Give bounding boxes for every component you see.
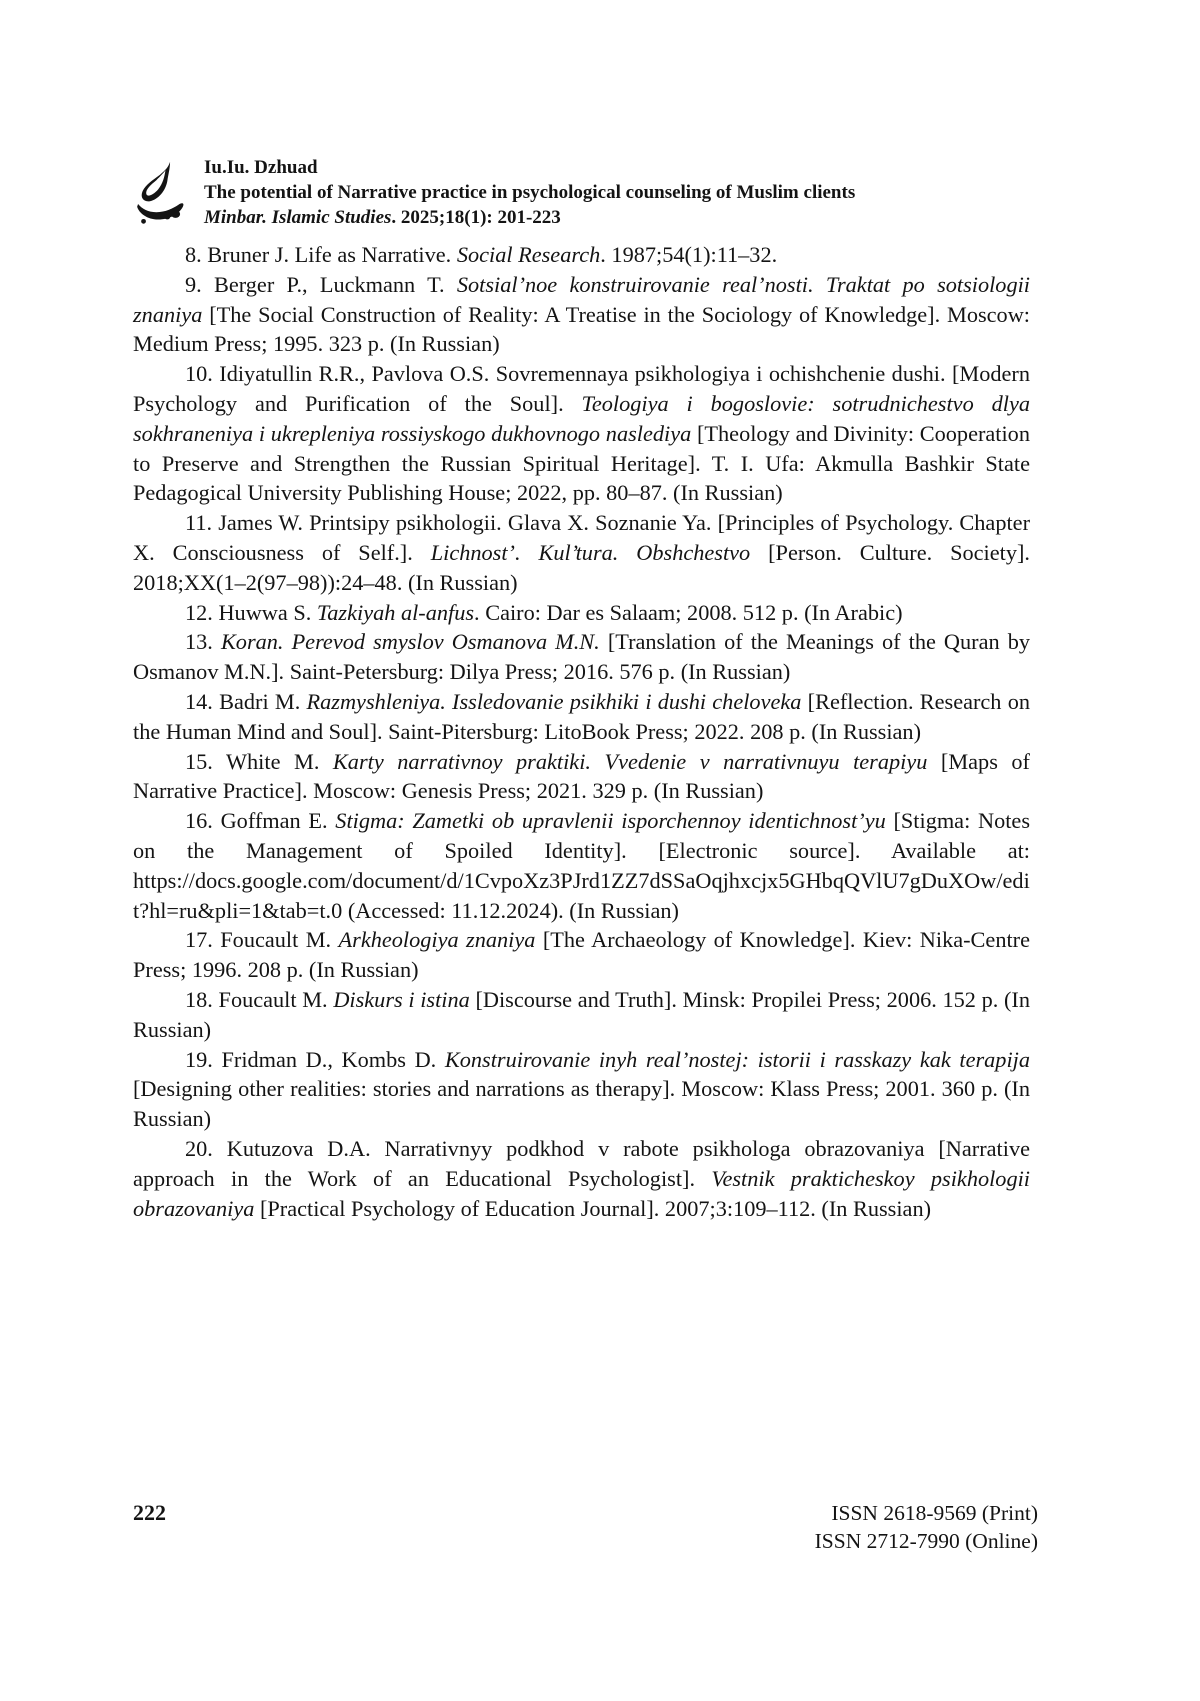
reference-text: [Designing other realities: stories and narrations as therapy]. Moscow: Klass Press; 2001. 360 p. (In Russian) <box>133 1076 1030 1132</box>
reference-text: 10. Idiyatullin R.R., Pavlova O.S. Sovremennaya psikhologiya i ochishchenie dushi. [Modern Psychology and Purification of the Soul]. <box>133 361 1030 416</box>
reference-text: [The Archaeology of Knowledge]. Kiev: Nika-Centre Press; 1996. 208 p. (In Russian) <box>133 927 1030 983</box>
reference-item <box>133 1045 1030 1134</box>
reference-work-title: Teologiya i bogoslovie: sotrudnichestvo dlya sokhraneniya i ukrepleniya rossiyskogo dukhovnogo naslediya <box>133 390 1031 446</box>
reference-text: 17. Foucault M. <box>185 927 339 953</box>
reference-text: 13. <box>185 629 221 655</box>
reference-text: 11. James W. Printsipy psikhologii. Glava X. Soznanie Ya. [Principles of Psychology. Chapter X. Consciousness of Self.]. <box>133 510 1030 565</box>
reference-text: [Person. Culture. Society]. 2018;XX(1–2(97–98)):24–48. (In Russian) <box>133 539 1030 595</box>
reference-text: 14. Badri M. <box>185 688 307 714</box>
reference-text: 16. Goffman E. <box>185 808 336 834</box>
reference-item <box>133 240 1030 270</box>
journal-issue: . 2025;18(1): 201-223 <box>391 207 561 228</box>
minbar-arabic-calligraphy-logo-icon <box>132 161 188 225</box>
reference-text: . 1987;54(1):11–32. <box>600 242 778 267</box>
reference-text: . Cairo: Dar es Salaam; 2008. 512 p. (In Arabic) <box>474 599 903 625</box>
article-title: The potential of Narrative practice in psychological counseling of Muslim clients <box>204 182 856 203</box>
reference-work-title: Konstruirovanie inyh real’nostej: istorii i rasskazy kak terapija <box>444 1046 1030 1072</box>
reference-text: [Discourse and Truth]. Minsk: Propilei Press; 2006. 152 p. (In Russian) <box>133 986 1030 1042</box>
reference-work-title: Social Research <box>456 242 601 267</box>
reference-text: [Stigma: Notes on the Management of Spoiled Identity]. [Electronic source]. Available at: https://docs.google.com/document/d/1CvpoXz3PJrd1ZZ7dSSaOqjhxcjx5GHbqQVlU7gDuXOw/edit?hl=ru&pli=1&tab=t.0 (Accessed: 11.12.2024). (In Russian) <box>133 808 1031 923</box>
reference-item <box>133 598 1030 628</box>
reference-text: 12. Huwwa S. <box>185 599 317 625</box>
reference-text: [Maps of Narrative Practice]. Moscow: Genesis Press; 2021. 329 p. (In Russian) <box>133 748 1030 804</box>
issn-online: ISSN 2712-7990 (Online) <box>814 1528 1038 1553</box>
reference-work-title: Stigma: Zametki ob upravlenii isporchennoy identichnost’yu <box>335 808 886 834</box>
reference-text: 20. Kutuzova D.A. Narrativnyy podkhod v rabote psikhologa obrazovaniya [Narrative approach in the Work of an Educational Psychologist]. <box>133 1135 1030 1191</box>
reference-text: [Reflection. Research on the Human Mind and Soul]. Saint-Pitersburg: LitoBook Press; 2022. 208 p. (In Russian) <box>133 688 1030 744</box>
reference-work-title: Diskurs i istina <box>333 986 470 1012</box>
reference-item <box>133 508 1030 597</box>
reference-item <box>133 270 1030 359</box>
reference-text: 15. White M. <box>185 748 333 774</box>
reference-text: [Theology and Divinity: Cooperation to Preserve and Strengthen the Russian Spiritual Heritage]. T. I. Ufa: Akmulla Bashkir State Pedagogical University Publishing House; 2022, pp. 80–87. (In Russian) <box>133 420 1030 506</box>
reference-work-title: Karty narrativnoy praktiki. Vvedenie v narrativnuyu terapiyu <box>332 748 928 774</box>
reference-item <box>133 1134 1030 1223</box>
reference-item <box>133 985 1030 1045</box>
reference-work-title: Tazkiyah al-anfus <box>316 599 475 625</box>
reference-item <box>133 359 1030 508</box>
reference-item <box>133 687 1030 747</box>
header-text-block <box>204 155 855 230</box>
reference-text: 9. Berger P., Luckmann T. <box>185 271 457 297</box>
reference-work-title: Arkheologiya znaniya <box>338 927 536 953</box>
reference-item <box>133 925 1030 985</box>
author-name: Iu.Iu. Dzhuad <box>204 157 318 178</box>
reference-text: [Translation of the Meanings of the Quran by Osmanov M.N.]. Saint-Petersburg: Dilya Press; 2016. 576 p. (In Russian) <box>133 629 1030 685</box>
reference-work-title: Lichnost’. Kul’tura. Obshchestvo <box>430 539 751 565</box>
reference-item <box>133 747 1030 807</box>
page-number: 222 <box>133 1500 166 1525</box>
issn-block <box>815 1500 1038 1555</box>
reference-work-title: Sotsial’noe konstruirovanie real’nosti. Traktat po sotsiologii znaniya <box>133 271 1030 327</box>
reference-item <box>133 627 1030 687</box>
reference-text: 19. Fridman D., Kombs D. <box>185 1046 445 1072</box>
reference-text: [The Social Construction of Reality: A Treatise in the Sociology of Knowledge]. Moscow: Medium Press; 1995. 323 p. (In Russian) <box>133 301 1030 357</box>
reference-item <box>133 806 1030 925</box>
references-list <box>133 240 1030 1223</box>
running-head <box>132 155 855 230</box>
issn-print: ISSN 2618-9569 (Print) <box>831 1501 1038 1525</box>
reference-text: 8. Bruner J. Life as Narrative. <box>185 242 457 267</box>
reference-work-title: Razmyshleniya. Issledovanie psikhiki i dushi cheloveka <box>306 688 802 714</box>
reference-work-title: Koran. Perevod smyslov Osmanova M.N. <box>220 629 600 655</box>
reference-work-title: Vestnik prakticheskoy psikhologii obrazovaniya <box>133 1165 1030 1221</box>
page-footer <box>133 1500 1038 1555</box>
reference-text: [Practical Psychology of Education Journal]. 2007;3:109–112. (In Russian) <box>254 1195 932 1221</box>
journal-name: Minbar. Islamic Studies <box>204 207 392 228</box>
journal-citation <box>204 205 855 230</box>
reference-text: 18. Foucault M. <box>185 986 334 1012</box>
